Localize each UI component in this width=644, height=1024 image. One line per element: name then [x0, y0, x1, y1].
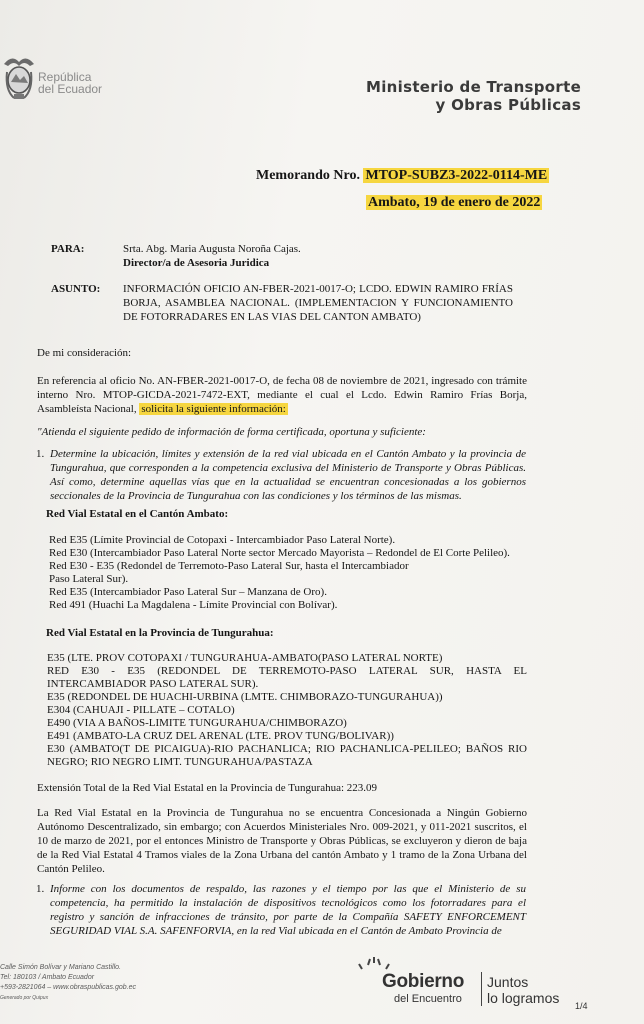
memo-number: Memorando Nro. MTOP-SUBZ3-2022-0114-ME [256, 168, 548, 183]
para-label: PARA: [51, 243, 85, 255]
list-item: RED E30 - E35 (REDONDEL DE TERREMOTO-PASO LATERAL SUR, HASTA EL INTERCAMBIADOR PASO LATERAL SUR). [47, 665, 527, 690]
page-number: 1/4 [575, 1001, 588, 1011]
asunto-label: ASUNTO: [51, 283, 101, 295]
canton-heading: Red Vial Estatal en el Cantón Ambato: [46, 508, 229, 520]
list-item: Red E30 (Intercambiador Paso Lateral Norte sector Mercado Mayorista – Redondel de El Corte Pelileo). [49, 547, 510, 559]
footer-address: Calle Simón Bolívar y Mariano Castillo. Tel: 180103 / Ambato Ecuador +593-2821064 – www.obraspublicas.gob.ec Generado por Quipux [0, 964, 137, 1001]
slogan: Juntos lo logramos [487, 974, 560, 1006]
ministry-title: Ministerio de Transporte y Obras Públicas [366, 78, 582, 114]
gobierno-subtitle: del Encuentro [394, 993, 462, 1005]
list-item: Red E30 - E35 (Redondel de Terremoto-Paso Lateral Sur, hasta el Intercambiador [49, 560, 409, 572]
list-item: E30 (AMBATO(T DE PICAIGUA)-RIO PACHANLICA; RIO PACHANLICA-PELILEO; BAÑOS RIO NEGRO; RIO NEGRO LIMT. TUNGURAHUA/PASTAZA [47, 743, 527, 768]
list-item: Paso Lateral Sur). [49, 573, 129, 585]
asunto-text: INFORMACIÓN OFICIO AN-FBER-2021-0017-O; LCDO. EDWIN RAMIRO FRÍAS BORJA, ASAMBLEA NACIONAL. (IMPLEMENTACION Y FUNCIONAMIENTO DE FOTORRADARES EN LAS VIAS DEL CANTON AMBATO) [123, 283, 513, 323]
list-item: E304 (CAHUAJI - PILLATE – COTALO) [47, 704, 235, 716]
greeting: De mi consideración: [37, 347, 132, 359]
quote-intro: "Atienda el siguiente pedido de información de forma certificada, oportuna y suficiente: [37, 426, 426, 438]
request-item-1: 1. Determine la ubicación, límites y extensión de la red vial ubicada en el Cantón Ambato y la provincia de Tungurahua, que corresponden a la competencia exclusiva del Ministerio de Transporte y Obras Públicas. Así como, determine aquellas vías que en la actualidad se encuentran concesionadas a los gobiernos seccionales de la Provincia de Tungurahua con las condiciones y los términos de las mismas. [36, 448, 526, 502]
extension-total: Extensión Total de la Red Vial Estatal en la Provincia de Tungurahua: 223.09 [37, 782, 378, 794]
list-item: Red 491 (Huachi La Magdalena - Límite Provincial con Bolívar). [49, 599, 338, 611]
para-recipient: Srta. Abg. Maria Augusta Noroña Cajas. Director/a de Asesoria Juridica [123, 243, 301, 269]
gobierno-wordmark: Gobierno [382, 971, 465, 992]
memo-date: Ambato, 19 de enero de 2022 [368, 195, 541, 210]
list-item: E35 (LTE. PROV COTOPAXI / TUNGURAHUA-AMBATO(PASO LATERAL NORTE) [47, 652, 443, 664]
ecuador-coat-of-arms-icon [2, 50, 36, 110]
provincia-heading: Red Vial Estatal en la Provincia de Tungurahua: [46, 627, 274, 639]
canton-road-list [49, 534, 529, 612]
list-item: Red E35 (Intercambiador Paso Lateral Sur – Manzana de Oro). [49, 586, 327, 598]
provincia-road-list [47, 652, 527, 769]
list-item: E490 (VIA A BAÑOS-LIMITE TUNGURAHUA/CHIMBORAZO) [47, 717, 347, 729]
list-item: E491 (AMBATO-LA CRUZ DEL ARENAL (LTE. PROV TUNG/BOLIVAR)) [47, 730, 394, 742]
list-item: E35 (REDONDEL DE HUACHI-URBINA (LMTE. CHIMBORAZO-TUNGURAHUA)) [47, 691, 443, 703]
concession-paragraph: La Red Vial Estatal en la Provincia de Tungurahua no se encuentra Concesionada a Ningún Gobierno Autónomo Descentralizado, sin embargo; con Acuerdos Ministeriales Nro. 009-2021, y 011-2021 suscritos, el 10 de marzo de 2021, por el entonces Ministro de Transporte y Obras Públicas, se excluyeron y dieron de baja de la Red Vial Estatal 4 Tramos viales de la Zona Urbana del cantón Ambato y 1 tramo de la Zona Urbana del Cantón Pelileo. [37, 807, 527, 875]
intro-paragraph: En referencia al oficio No. AN-FBER-2021-0017-O, de fecha 08 de noviembre de 2021, ingresado con trámite interno Nro. MTOP-GICDA-2021-7472-EXT, mediante el cual el Lcdo. Edwin Ramiro Frías Borja, Asambleísta Nacional, solicita la siguiente información: [37, 375, 527, 415]
logo-divider [481, 972, 482, 1006]
republic-label: República del Ecuador [38, 70, 103, 96]
list-item: Red E35 (Límite Provincial de Cotopaxi - Intercambiador Paso Lateral Norte). [49, 534, 396, 546]
request-item-2: 1. Informe con los documentos de respaldo, las razones y el tiempo por las que el Ministerio de su competencia, ha permitido la instalación de dispositivos tecnológicos como los fotorradares para el registro y sanción de infracciones de tránsito, por parte de la Compañía SAFETY ENFORCEMENT SEGURIDAD VIAL S.A. SAFENFORVIA, en la red Vial ubicada en el Cantón de Ambato Provincia de [36, 883, 526, 937]
